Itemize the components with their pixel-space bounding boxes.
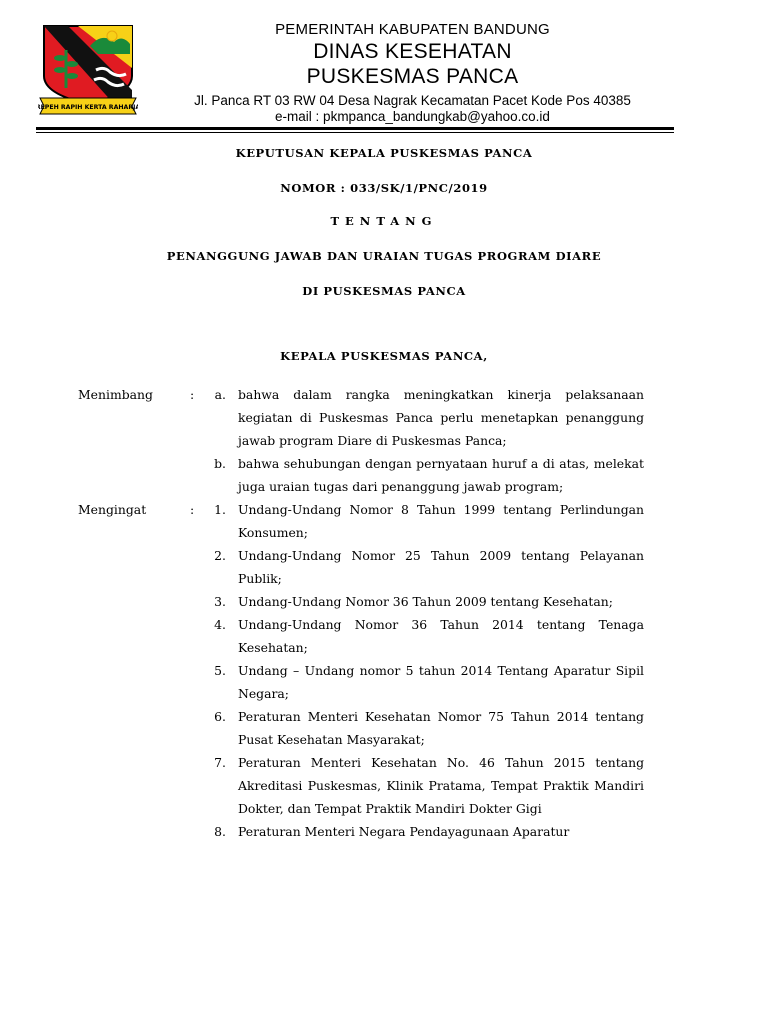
item-text: Undang – Undang nomor 5 tahun 2014 Tentang Aparatur Sipil Negara; [238, 663, 644, 701]
decree-location: DI PUSKESMAS PANCA [302, 284, 466, 298]
item-text: Undang-Undang Nomor 36 Tahun 2009 tentang Kesehatan; [238, 594, 613, 609]
item-text: Peraturan Menteri Kesehatan No. 46 Tahun 2015 tentang Akreditasi Puskesmas, Klinik Pratama, Tempat Praktik Mandiri Dokter, dan Tempat Praktik Mandiri Dokter Gigi [238, 755, 644, 816]
list-item [0, 590, 768, 613]
item-text: bahwa dalam rangka meningkatkan kinerja pelaksanaan kegiatan di Puskesmas Panca perlu menetapkan penanggung jawab program Diare di Puskesmas Panca; [238, 387, 644, 448]
letterhead-divider-thin [36, 132, 674, 133]
list-item [0, 820, 768, 843]
item-number: b. [214, 456, 226, 471]
decree-body [0, 383, 768, 843]
item-text: Undang-Undang Nomor 36 Tahun 2014 tentang Tenaga Kesehatan; [238, 617, 644, 655]
section-label-menimbang: Menimbang [78, 387, 153, 402]
item-number: 1. [214, 502, 226, 517]
kabupaten-bandung-logo [38, 24, 138, 116]
letterhead [150, 20, 675, 125]
letterhead-department: DINAS KESEHATAN [313, 40, 512, 63]
section-colon: : [190, 502, 195, 517]
list-item [0, 705, 768, 751]
list-item [0, 751, 768, 820]
list-item [0, 544, 768, 590]
list-item [0, 383, 768, 452]
item-number: 4. [214, 617, 226, 632]
letterhead-address: Jl. Panca RT 03 RW 04 Desa Nagrak Kecamatan Pacet Kode Pos 40385 [194, 93, 631, 108]
decree-title: KEPUTUSAN KEPALA PUSKESMAS PANCA [235, 146, 533, 160]
letterhead-email: e-mail : pkmpanca_bandungkab@yahoo.co.id [275, 109, 550, 124]
item-number: 3. [214, 594, 226, 609]
list-item [0, 452, 768, 498]
letterhead-divider-thick [36, 127, 674, 130]
section-label-mengingat: Mengingat [78, 502, 147, 517]
item-text: bahwa sehubungan dengan pernyataan huruf a di atas, melekat juga uraian tugas dari penanggung jawab program; [238, 456, 644, 494]
list-item [0, 613, 768, 659]
item-number: 5. [214, 663, 226, 678]
item-number: 8. [214, 824, 226, 839]
letterhead-government: PEMERINTAH KABUPATEN BANDUNG [275, 21, 550, 38]
item-number: 7. [214, 755, 226, 770]
list-item [0, 498, 768, 544]
decree-about: TENTANG [330, 214, 438, 228]
item-text: Peraturan Menteri Kesehatan Nomor 75 Tahun 2014 tentang Pusat Kesehatan Masyarakat; [238, 709, 644, 747]
item-text: Undang-Undang Nomor 8 Tahun 1999 tentang Perlindungan Konsumen; [238, 502, 644, 540]
item-text: Peraturan Menteri Negara Pendayagunaan Aparatur [238, 824, 570, 839]
item-number: 6. [214, 709, 226, 724]
decree-number: NOMOR : 033/SK/1/PNC/2019 [280, 181, 488, 195]
decree-subject: PENANGGUNG JAWAB DAN URAIAN TUGAS PROGRAM DIARE [166, 249, 602, 263]
list-item [0, 659, 768, 705]
svg-text:REPEH RAPIH KERTA RAHARJA: REPEH RAPIH KERTA RAHARJA [38, 104, 138, 111]
decree-issuer: KEPALA PUSKESMAS PANCA, [280, 349, 488, 363]
item-number: a. [214, 387, 226, 402]
item-number: 2. [214, 548, 226, 563]
item-text: Undang-Undang Nomor 25 Tahun 2009 tentang Pelayanan Publik; [238, 548, 644, 586]
letterhead-institution: PUSKESMAS PANCA [306, 65, 519, 88]
section-colon: : [190, 387, 195, 402]
